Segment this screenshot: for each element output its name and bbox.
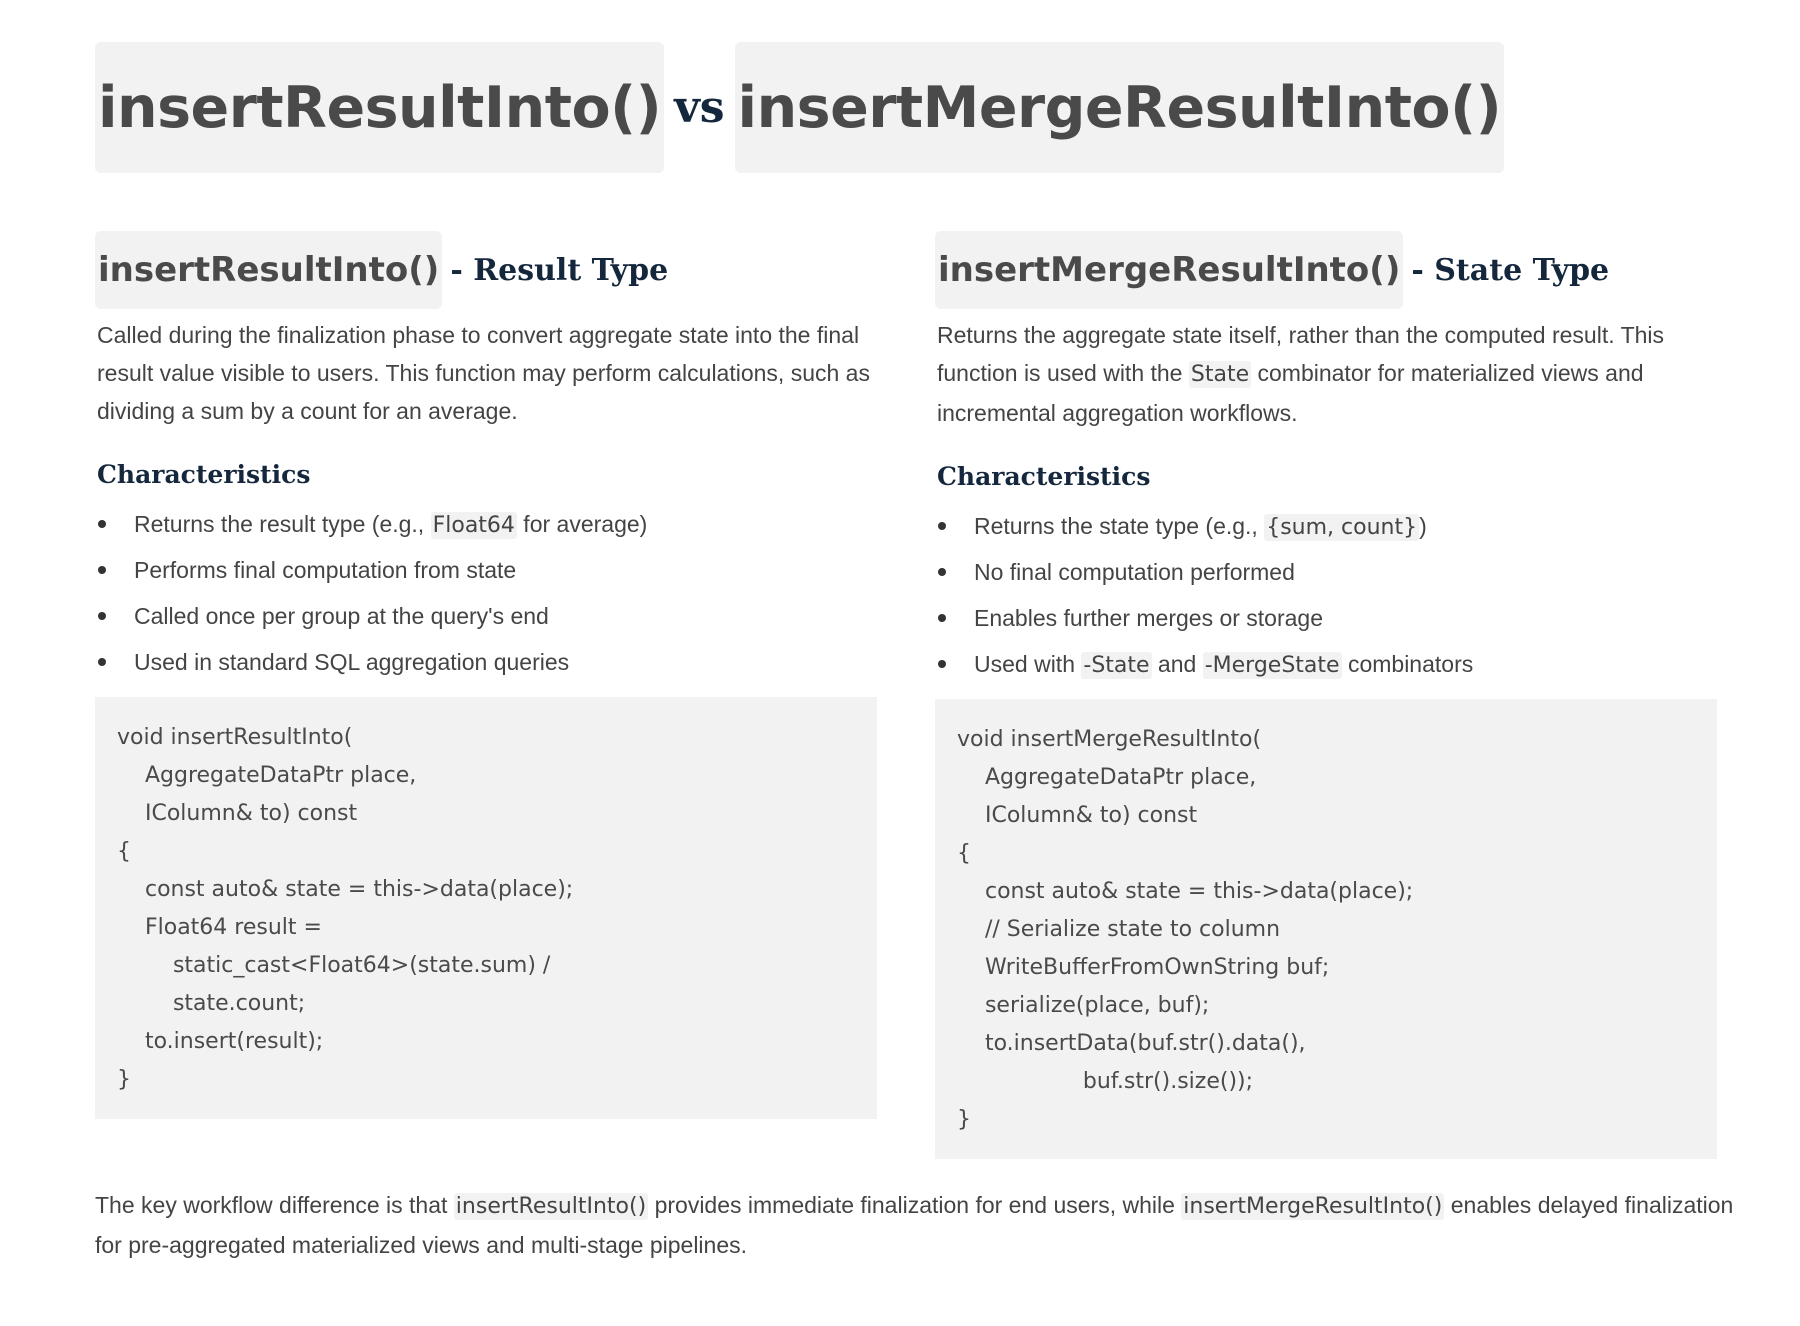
bullet-text-pre: Returns the result type (e.g., — [134, 511, 431, 537]
bullet-icon — [98, 612, 106, 620]
bullet-text: Performs final computation from state — [134, 557, 517, 583]
state-type-description — [935, 316, 1717, 432]
list-item — [935, 557, 1717, 587]
code-line: to.insert(result); — [117, 1029, 324, 1054]
summary-text-mid: provides immediate finalization for end users, while — [648, 1192, 1182, 1218]
summary-paragraph — [95, 1186, 1735, 1264]
bullet-icon — [98, 658, 106, 666]
inline-code: insertMergeResultInto() — [1183, 1194, 1443, 1219]
result-type-description: Called during the finalization phase to convert aggregate state into the final result value visible to users. This function may perform calculations, such as dividing a sum by a count for an average. — [97, 322, 870, 424]
code-line: WriteBufferFromOwnString buf; — [957, 955, 1330, 980]
code-line: IColumn& to) const — [117, 801, 358, 826]
result-type-heading-suffix: - Result Type — [450, 252, 669, 288]
code-line: const auto& state = this->data(place); — [957, 879, 1414, 904]
bullet-icon — [938, 660, 946, 668]
code-line: } — [957, 1107, 971, 1132]
description-text-pre: Returns the aggregate state itself, rather than the computed result. This function is used with the — [937, 322, 1665, 386]
result-characteristics-list — [95, 509, 877, 677]
state-characteristics-list — [935, 511, 1717, 679]
code-line: static_cast<Float64>(state.sum) / — [117, 953, 551, 978]
bullet-text-pre: Returns the state type (e.g., — [974, 513, 1265, 539]
summary-text-post: enables delayed finalization for pre-aggregated materialized views and multi-stage pipelines. — [95, 1192, 1734, 1258]
comparison-page — [95, 42, 1717, 1211]
title-right-function: insertMergeResultInto() — [735, 42, 1505, 173]
bullet-text: Used in standard SQL aggregation queries — [134, 649, 570, 675]
bullet-text-post: combinators — [1341, 651, 1474, 677]
list-item — [95, 555, 877, 585]
bullet-text: Called once per group at the query's end — [134, 603, 549, 629]
code-line: to.insertData(buf.str().data(), — [957, 1031, 1306, 1056]
list-item — [935, 649, 1717, 679]
bullet-icon — [98, 566, 106, 574]
comparison-columns — [95, 231, 1717, 1211]
list-item — [95, 509, 877, 539]
inline-code: {sum, count} — [1266, 515, 1418, 540]
bullet-text: No final computation performed — [974, 559, 1295, 585]
code-line: { — [117, 839, 131, 864]
page-title — [95, 42, 1717, 173]
list-item — [95, 647, 877, 677]
result-characteristics-heading: Characteristics — [97, 460, 311, 489]
code-line: IColumn& to) const — [957, 803, 1198, 828]
result-type-heading — [95, 231, 877, 309]
bullet-icon — [938, 568, 946, 576]
code-line: state.count; — [117, 991, 306, 1016]
list-item — [95, 601, 877, 631]
bullet-icon — [98, 520, 106, 528]
title-vs: vs — [674, 82, 725, 133]
state-type-heading-function: insertMergeResultInto() — [935, 231, 1403, 309]
summary-text-pre: The key workflow difference is that — [95, 1192, 454, 1218]
result-type-column — [95, 231, 877, 1119]
code-line: } — [117, 1067, 131, 1092]
code-line: void insertMergeResultInto( — [957, 727, 1262, 752]
bullet-icon — [938, 614, 946, 622]
code-line: AggregateDataPtr place, — [957, 765, 1257, 790]
result-type-heading-function: insertResultInto() — [95, 231, 442, 309]
list-item — [935, 511, 1717, 541]
code-line: serialize(place, buf); — [957, 993, 1210, 1018]
inline-code: -State — [1083, 653, 1150, 678]
code-line: // Serialize state to column — [957, 917, 1281, 942]
list-item — [935, 603, 1717, 633]
state-type-heading — [935, 231, 1717, 309]
code-line: void insertResultInto( — [117, 725, 353, 750]
bullet-text-pre: Used with — [974, 651, 1082, 677]
code-line: { — [957, 841, 971, 866]
bullet-text-mid: and — [1151, 651, 1203, 677]
bullet-icon — [938, 522, 946, 530]
state-type-heading-suffix: - State Type — [1411, 252, 1610, 288]
inline-code: State — [1190, 362, 1250, 387]
code-line: buf.str().size()); — [957, 1069, 1254, 1094]
state-characteristics-heading: Characteristics — [937, 462, 1151, 491]
inline-code: -MergeState — [1204, 653, 1340, 678]
result-code-block — [95, 697, 877, 1119]
bullet-text-post: ) — [1419, 513, 1427, 539]
state-type-column — [935, 231, 1717, 1159]
code-line: const auto& state = this->data(place); — [117, 877, 574, 902]
description-text-post: combinator for materialized views and incremental aggregation workflows. — [937, 360, 1644, 426]
inline-code: Float64 — [432, 513, 515, 538]
code-line: Float64 result = — [117, 915, 322, 940]
state-code-block — [935, 699, 1717, 1159]
bullet-text-post: for average) — [516, 511, 648, 537]
bullet-text: Enables further merges or storage — [974, 605, 1324, 631]
title-left-function: insertResultInto() — [95, 42, 664, 173]
inline-code: insertResultInto() — [455, 1194, 647, 1219]
code-line: AggregateDataPtr place, — [117, 763, 417, 788]
